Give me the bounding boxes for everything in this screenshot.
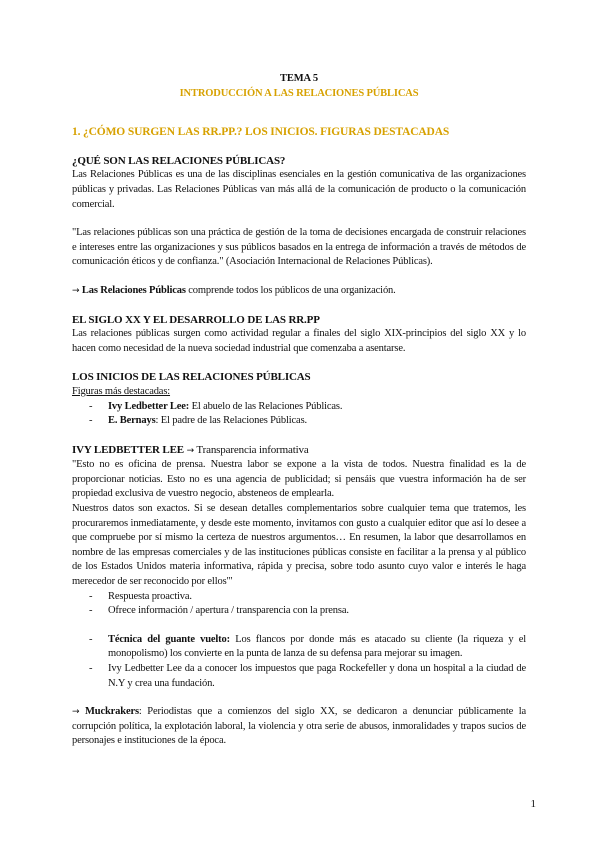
list-item	[72, 604, 526, 619]
figure-desc: : El padre de las Relaciones Públicas.	[155, 415, 307, 427]
note-publicos	[72, 284, 526, 299]
arrow-icon: →	[72, 285, 80, 296]
figure-desc: El abuelo de las Relaciones Públicas.	[189, 400, 343, 412]
heading-ivy-rest: Transparencia informativa	[193, 443, 309, 456]
note-bold: Las Relaciones Públicas	[81, 284, 186, 296]
paragraph-siglo-xx: Las relaciones públicas surgen como actividad regular a finales del siglo XIX-principios del siglo XX y lo hacen como necesidad de la nueva sociedad industrial que comenzaba a asentarse.	[72, 328, 526, 354]
page-number: 1	[530, 798, 536, 810]
heading-ivy-name: IVY LEDBETTER LEE	[72, 443, 184, 456]
list-item-text: Ofrece información / apertura / transparencia con la prensa.	[108, 605, 349, 617]
list-item-text: Ivy Ledbetter Lee da a conocer los impuestos que paga Rockefeller y dona un hospital a la ciudad de N.Y y crea una fundación.	[108, 663, 526, 689]
heading-que-son: ¿QUÉ SON LAS RELACIONES PÚBLICAS?	[72, 154, 286, 167]
figuras-label: Figuras más destacadas:	[72, 385, 171, 397]
list-item	[72, 633, 526, 662]
ivy-quote-1: "Esto no es oficina de prensa. Nuestra labor se expone a la vista de todos. Nuestra finalidad es la de proporcionar noticias. Esto no es una agencia de publicidad; si pensáis que vuestra información ha de ser propiedad exclusiva de vuestro negocio, absteneos de emplearla.	[72, 459, 526, 500]
figure-name: Ivy Ledbetter Lee:	[108, 400, 190, 412]
dash-bullet: -	[89, 415, 93, 427]
figuras-list	[72, 400, 526, 429]
dash-bullet: -	[89, 605, 93, 617]
figure-name: E. Bernays	[108, 415, 156, 427]
ivy-quote-2: Nuestros datos son exactos. Si se desean detalles complementarios sobre cualquier tema que tratemos, les procuraremos inmediatamente, y desde este momento, invitamos con gusto a cualquier editor que así lo desee a que compruebe por sí mismo la certeza de nuestros argumentos… En resumen, la labor que desarrollamos en nombre de las empresas comerciales y de las instituciones públicas consiste en facilitar a la prensa y al público de los Estados Unidos materia informativa, rápida y precisa, sobre todo asunto cuyo valor e interés le haga merecedor de ser reconocido por ellos"'	[72, 503, 526, 588]
heading-siglo-xx: EL SIGLO XX Y EL DESARROLLO DE LAS RR.PP	[72, 313, 320, 326]
page-content	[72, 72, 526, 749]
tema-title: TEMA 5	[280, 73, 318, 84]
muckrakers-desc: : Periodistas que a comienzos del siglo XX, se dedicaron a denunciar públicamente la corrupción política, la explotación laboral, la violencia y otra serie de abusos, inmoralidades y trapos sucios de personajes e instituciones de la época.	[72, 706, 526, 747]
dash-bullet: -	[89, 400, 93, 412]
document-subtitle: INTRODUCCIÓN A LAS RELACIONES PÚBLICAS	[179, 87, 419, 99]
muckrakers-note	[72, 705, 526, 749]
list-item	[72, 414, 526, 429]
list-item	[72, 662, 526, 691]
list-item	[72, 590, 526, 605]
list-item	[72, 400, 526, 415]
dash-bullet: -	[89, 633, 93, 645]
ivy-list-1	[72, 590, 526, 619]
section-1-title: 1. ¿CÓMO SURGEN LAS RR.PP.? LOS INICIOS. FIGURAS DESTACADAS	[72, 126, 450, 139]
note-rest: comprende todos los públicos de una organización.	[185, 284, 396, 296]
technique-desc: Los flancos por donde más es atacado su cliente (la riqueza y el monopolismo) los convierte en la punta de lanza de su defensa para mejorar su imagen.	[108, 633, 526, 660]
dash-bullet: -	[89, 590, 93, 602]
paragraph-definition: Las Relaciones Públicas es una de las disciplinas esenciales en la gestión comunicativa de las organizaciones públicas y privadas. Las Relaciones Públicas van más allá de la comunicación de producto o la comunicación comercial.	[72, 169, 526, 210]
arrow-icon: →	[72, 707, 80, 718]
paragraph-quote-definition: "Las relaciones públicas son una práctica de gestión de la toma de decisiones encargada de construir relaciones e intereses entre las organizaciones y sus públicos basados en la entrega de información a través de métodos de comunicación éticos y de confianza." (Asociación Internacional de Relaciones Públicas).	[72, 227, 526, 268]
technique-name: Técnica del guante vuelto:	[108, 633, 230, 645]
dash-bullet: -	[89, 663, 93, 674]
ivy-list-2	[72, 633, 526, 691]
list-item-text: Respuesta proactiva.	[108, 590, 192, 602]
muckrakers-term: Muckrakers	[85, 706, 139, 718]
arrow-icon: →	[186, 445, 194, 456]
heading-inicios: LOS INICIOS DE LAS RELACIONES PÚBLICAS	[72, 371, 311, 384]
heading-ivy	[72, 443, 526, 459]
